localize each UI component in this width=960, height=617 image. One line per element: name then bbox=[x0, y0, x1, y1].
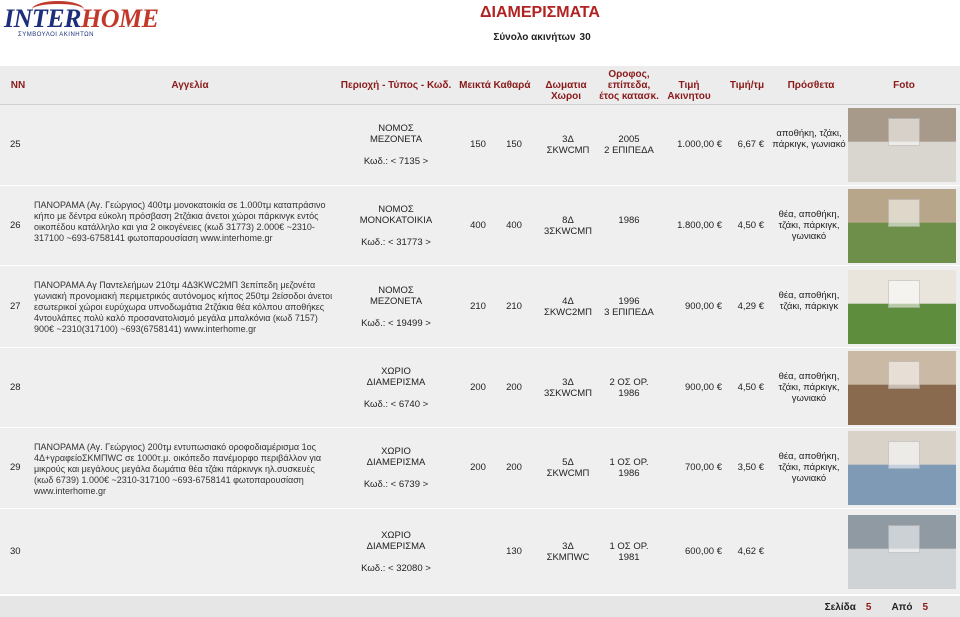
page-header bbox=[0, 0, 960, 64]
listing-code[interactable]: Κωδ.: < 19499 > bbox=[361, 318, 431, 329]
listing-count-value: 30 bbox=[579, 32, 591, 43]
listing-rooms-line-1: 3Δ bbox=[562, 134, 574, 145]
listing-row[interactable] bbox=[0, 348, 960, 427]
listing-net-area: 200 bbox=[506, 382, 522, 393]
listing-net-area: 210 bbox=[506, 301, 522, 312]
listing-net-area: 130 bbox=[506, 546, 522, 557]
page-total[interactable]: 5 bbox=[922, 602, 928, 613]
listing-area-line-1: ΝΟΜΟΣ bbox=[378, 204, 414, 215]
listing-area-type-code bbox=[340, 285, 452, 329]
listing-row[interactable] bbox=[0, 428, 960, 508]
listing-floor-line-2: 2 ΕΠΙΠΕΔΑ bbox=[604, 145, 654, 156]
listing-rooms-line-2: ΣΚWCΜΠ bbox=[546, 145, 590, 156]
pagination bbox=[819, 602, 942, 613]
listing-price: 600,00 € bbox=[685, 546, 722, 557]
listing-rooms-line-2: 3ΣΚWCΜΠ bbox=[543, 388, 593, 399]
listing-floor-year bbox=[594, 377, 664, 399]
listing-price-per-m2: 4,29 € bbox=[737, 301, 764, 312]
listing-rooms bbox=[540, 457, 596, 479]
listing-code[interactable]: Κωδ.: < 7135 > bbox=[363, 156, 429, 167]
listing-price: 1.000,00 € bbox=[677, 139, 722, 150]
photo-detail-icon bbox=[888, 441, 920, 469]
listing-rooms bbox=[540, 377, 596, 399]
listing-gross-area: 400 bbox=[470, 220, 486, 231]
pagination-bar bbox=[0, 596, 960, 617]
listing-rooms-line-1: 8Δ bbox=[562, 215, 574, 226]
listing-area-line-2: ΜΕΖΟΝΕΤΑ bbox=[369, 296, 423, 307]
listing-price: 700,00 € bbox=[685, 462, 722, 473]
page-of-label: Από bbox=[891, 602, 913, 613]
listing-floor-line-1: 2 ΟΣ ΟΡ. bbox=[609, 377, 649, 388]
listing-row[interactable] bbox=[0, 509, 960, 594]
listing-area-line-1: ΧΩΡΙΟ bbox=[381, 366, 411, 377]
listing-floor-line-1: 1986 bbox=[618, 215, 640, 226]
listing-floor-year bbox=[594, 541, 664, 563]
listing-rooms-line-1: 3Δ bbox=[562, 377, 574, 388]
listing-area-type-code bbox=[340, 530, 452, 574]
listing-rooms bbox=[540, 215, 596, 237]
listing-net-area: 150 bbox=[506, 139, 522, 150]
listing-number: 29 bbox=[10, 462, 21, 473]
photo-detail-icon bbox=[888, 280, 920, 308]
listing-net-area: 400 bbox=[506, 220, 522, 231]
listing-floor-line-1: 1 ΟΣ ΟΡ. bbox=[609, 541, 649, 552]
listing-floor-year bbox=[594, 457, 664, 479]
listing-number: 27 bbox=[10, 301, 21, 312]
listing-description: ΠΑΝΟΡΑΜΑ Αγ Παντελεήμων 210τμ 4Δ3ΚWC2ΜΠ 3επίπεδη μεζονέτα γωνιακή προνομιακή περιμετρικός αυτόνομος κήπος 250τμ 2είσοδοι άνετοι εσωτερικοί χώροι ευρύχωρα υπνοδωμάτια 2τζάκια θέα κόλπου αποθήκες 4ντουλάπες πολύ καλό προσανατολισμό μεγάλα μπαλκόνια (κωδ 7157) 900€ ~2310(317100) ~693(6758141) www.interhome.gr bbox=[34, 280, 333, 334]
listing-price-per-m2: 4,50 € bbox=[737, 220, 764, 231]
col-header-price-per-m2[interactable]: Τιμή/τμ bbox=[729, 80, 765, 91]
interior-room-photo[interactable] bbox=[848, 108, 956, 182]
logo-text bbox=[4, 4, 158, 34]
listing-row[interactable] bbox=[0, 186, 960, 265]
listing-area-line-1: ΝΟΜΟΣ bbox=[378, 285, 414, 296]
listing-area-line-2: ΔΙΑΜΕΡΙΣΜΑ bbox=[366, 541, 426, 552]
interhome-logo[interactable] bbox=[4, 4, 159, 40]
col-header-floor[interactable]: Οροφος, επίπεδα, έτος κατασκ. bbox=[599, 69, 659, 102]
col-header-rooms[interactable]: Δωματια Χωροι bbox=[545, 80, 587, 102]
listing-area-line-1: ΧΩΡΙΟ bbox=[381, 446, 411, 457]
listing-extras: θέα, αποθήκη, τζάκι, πάρκιγκ, γωνιακό bbox=[778, 371, 840, 404]
col-header-area[interactable]: Περιοχή - Τύπος - Κωδ. bbox=[340, 80, 452, 91]
logo-text-home: HOME bbox=[80, 4, 159, 33]
listing-price-per-m2: 6,67 € bbox=[737, 139, 764, 150]
listing-rooms-line-2: 3ΣΚWCΜΠ bbox=[543, 226, 593, 237]
listing-rooms-line-1: 3Δ bbox=[562, 541, 574, 552]
listing-floor-line-2: 3 ΕΠΙΠΕΔΑ bbox=[604, 307, 654, 318]
listing-floor-year bbox=[594, 215, 664, 226]
listing-gross-area: 150 bbox=[470, 139, 486, 150]
photo-detail-icon bbox=[888, 118, 920, 146]
listing-extras: θέα, αποθήκη, τζάκι, πάρκιγκ bbox=[778, 290, 840, 312]
house-garden-photo[interactable] bbox=[848, 189, 956, 263]
listing-net-area: 200 bbox=[506, 462, 522, 473]
listing-area-type-code bbox=[340, 366, 452, 410]
listing-code[interactable]: Κωδ.: < 32080 > bbox=[361, 563, 431, 574]
listing-rooms bbox=[540, 541, 596, 563]
listing-count bbox=[420, 32, 660, 43]
page-label: Σελίδα bbox=[824, 602, 856, 613]
col-header-extras[interactable]: Πρόσθετα bbox=[787, 80, 835, 91]
listing-floor-line-2: 1986 bbox=[618, 388, 640, 399]
col-header-net[interactable]: Καθαρά bbox=[493, 80, 531, 91]
page-current[interactable]: 5 bbox=[865, 602, 872, 613]
listing-extras: αποθήκη, τζάκι, πάρκιγκ, γωνιακό bbox=[772, 128, 846, 150]
listing-code[interactable]: Κωδ.: < 31773 > bbox=[361, 237, 431, 248]
col-header-nn[interactable]: NN bbox=[10, 80, 26, 91]
listing-area-type-code bbox=[340, 446, 452, 490]
listing-floor-line-2: 1986 bbox=[618, 468, 640, 479]
listing-area-line-2: ΜΟΝΟΚΑΤΟΙΚΙΑ bbox=[359, 215, 433, 226]
listing-floor-year bbox=[594, 134, 664, 156]
listing-count-label: Σύνολο ακινήτων bbox=[493, 32, 576, 43]
listing-price-per-m2: 4,50 € bbox=[737, 382, 764, 393]
col-header-gross[interactable]: Μεικτά bbox=[459, 80, 491, 91]
col-header-price[interactable]: Τιμή Ακινητου bbox=[667, 80, 711, 102]
photo-detail-icon bbox=[888, 199, 920, 227]
table-header bbox=[0, 66, 960, 105]
listing-area-line-2: ΔΙΑΜΕΡΙΣΜΑ bbox=[366, 457, 426, 468]
balcony-view-photo[interactable] bbox=[848, 431, 956, 505]
photo-detail-icon bbox=[888, 361, 920, 389]
listing-row[interactable] bbox=[0, 105, 960, 185]
listing-area-line-2: ΔΙΑΜΕΡΙΣΜΑ bbox=[366, 377, 426, 388]
listing-rooms-line-2: ΣΚWC2ΜΠ bbox=[543, 307, 593, 318]
listing-number: 26 bbox=[10, 220, 21, 231]
listing-code[interactable]: Κωδ.: < 6740 > bbox=[363, 399, 429, 410]
garden-lawn-photo[interactable] bbox=[848, 270, 956, 344]
listing-number: 30 bbox=[10, 546, 21, 557]
listing-floor-line-1: 1 ΟΣ ΟΡ. bbox=[609, 457, 649, 468]
listing-area-line-2: ΜΕΖΟΝΕΤΑ bbox=[369, 134, 423, 145]
listing-gross-area: 210 bbox=[470, 301, 486, 312]
listing-area-type-code bbox=[340, 204, 452, 248]
listing-price-per-m2: 3,50 € bbox=[737, 462, 764, 473]
listing-extras: θέα, αποθήκη, τζάκι, πάρκιγκ, γωνιακό bbox=[778, 451, 840, 484]
listing-floor-line-2: 1981 bbox=[618, 552, 640, 563]
listing-rooms-line-1: 5Δ bbox=[562, 457, 574, 468]
listing-area-line-1: ΝΟΜΟΣ bbox=[378, 123, 414, 134]
photo-detail-icon bbox=[888, 525, 920, 553]
listing-number: 25 bbox=[10, 139, 21, 150]
listing-price: 1.800,00 € bbox=[677, 220, 722, 231]
listing-floor-line-1: 2005 bbox=[618, 134, 640, 145]
apartment-building-photo[interactable] bbox=[848, 515, 956, 589]
listing-rooms bbox=[540, 296, 596, 318]
listing-rooms-line-2: ΣΚWCΜΠ bbox=[546, 468, 590, 479]
col-header-photo[interactable]: Foto bbox=[893, 80, 915, 91]
page-title: ΔΙΑΜΕΡΙΣΜΑΤΑ bbox=[480, 4, 600, 21]
listing-area-type-code bbox=[340, 123, 452, 167]
living-room-photo[interactable] bbox=[848, 351, 956, 425]
logo-subtitle: ΣΥΜΒΟΥΛΟΙ ΑΚΙΝΗΤΩΝ bbox=[18, 32, 95, 38]
listing-rooms-line-1: 4Δ bbox=[562, 296, 574, 307]
listing-rooms bbox=[540, 134, 596, 156]
listing-row[interactable] bbox=[0, 266, 960, 347]
listing-gross-area: 200 bbox=[470, 382, 486, 393]
listing-description: ΠΑΝΟΡΑΜΑ (Αγ. Γεώργιος) 200τμ εντυπωσιακό οροφοδιαμέρισμα 1ος 4Δ+γραφείοΣΚΜΠWC σε 1000τ.μ. οικόπεδο πανέμορφο περιβάλλον για μικρούς και μεγάλους μεγάλα δωμάτια θέα τζάκι πάρκινγκ ηλ.συσκευές (κωδ 6739) 1.000€ ~2310-317100 ~693-6758141 φωτοπαρουσίαση www.interhome.gr bbox=[34, 442, 322, 496]
listing-description: ΠΑΝΟΡΑΜΑ (Αγ. Γεώργιος) 400τμ μονοκατοικία σε 1.000τμ καταπράσινο κήπο με δέντρα εύκολη πρόσβαση 2τζάκια άνετοι χώροι πάρκινγκ εντός οικοπέδου κατάλληλο και για 2 οικογένειες (κωδ 31773) 2.000€ ~2310-317100 ~693-6758141 φωτοπαρουσίαση www.interhome.gr bbox=[34, 200, 326, 243]
listing-code[interactable]: Κωδ.: < 6739 > bbox=[363, 479, 429, 490]
listing-floor-line-1: 1996 bbox=[618, 296, 640, 307]
listing-number: 28 bbox=[10, 382, 21, 393]
logo-text-inter: INTER bbox=[4, 4, 81, 33]
listing-extras: θέα, αποθήκη, τζάκι, πάρκιγκ, γωνιακό bbox=[778, 209, 840, 242]
listing-price: 900,00 € bbox=[685, 382, 722, 393]
listing-floor-year bbox=[594, 296, 664, 318]
listing-rooms-line-2: ΣΚΜΠWC bbox=[546, 552, 590, 563]
listing-price: 900,00 € bbox=[685, 301, 722, 312]
col-header-ad[interactable]: Αγγελία bbox=[171, 80, 209, 91]
listing-price-per-m2: 4,62 € bbox=[737, 546, 764, 557]
listing-area-line-1: ΧΩΡΙΟ bbox=[381, 530, 411, 541]
listing-gross-area: 200 bbox=[470, 462, 486, 473]
